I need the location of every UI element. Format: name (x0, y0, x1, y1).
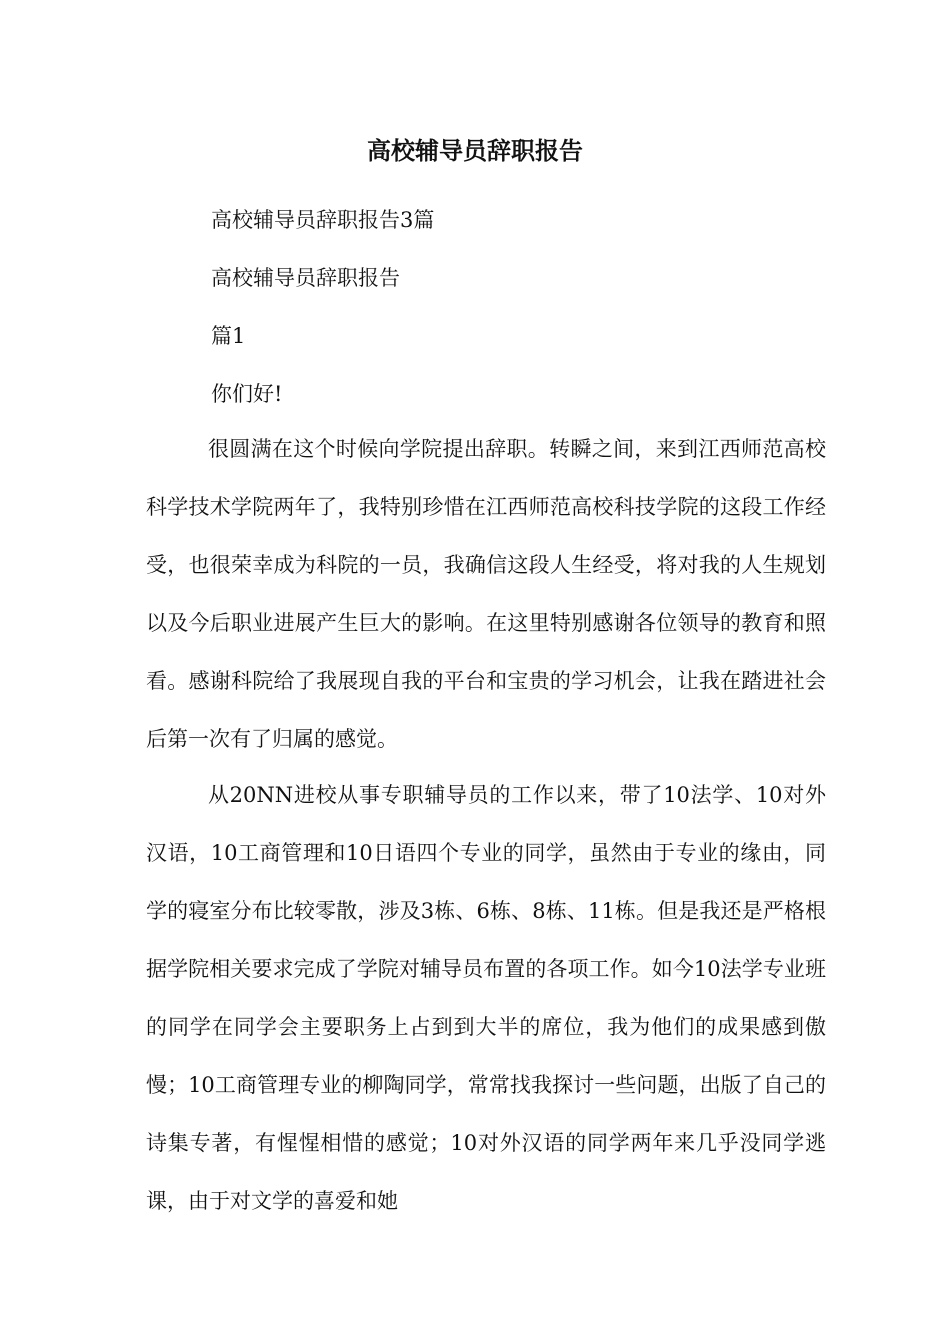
section-label: 篇1 (211, 324, 246, 348)
body-paragraph-1: 很圆满在这个时候向学院提出辞职。转瞬之间，来到江西师范高校科学技术学院两年了，我特别珍惜在江西师范高校科技学院的这段工作经受，也很荣幸成为科院的一员，我确信这段人生经受，将对我的人生规划以及今后职业进展产生巨大的影响。在这里特别感谢各位领导的教育和照看。感谢科院给了我展现自我的平台和宝贵的学习机会，让我在踏进社会后第一次有了归属的感觉。 (146, 437, 826, 751)
document-title: 高校辅导员辞职报告 (367, 136, 583, 165)
document-subtitle: 高校辅导员辞职报告3篇 (211, 208, 435, 232)
body-paragraph-2: 从20NN进校从事专职辅导员的工作以来，带了10法学、10对外汉语，10工商管理和10日语四个专业的同学，虽然由于专业的缘由，同学的寝室分布比较零散，涉及3栋、6栋、8栋、11栋。但是我还是严格根据学院相关要求完成了学院对辅导员布置的各项工作。如今10法学专业班的同学在同学会主要职务上占到到大半的席位，我为他们的成果感到傲慢；10工商管理专业的柳陶同学，常常找我探讨一些问题，出版了自己的诗集专著，有惺惺相惜的感觉；10对外汉语的同学两年来几乎没同学逃课，由于对文学的喜爱和她 (146, 783, 826, 1213)
greeting: 你们好! (211, 382, 283, 406)
document-heading: 高校辅导员辞职报告 (211, 266, 400, 290)
